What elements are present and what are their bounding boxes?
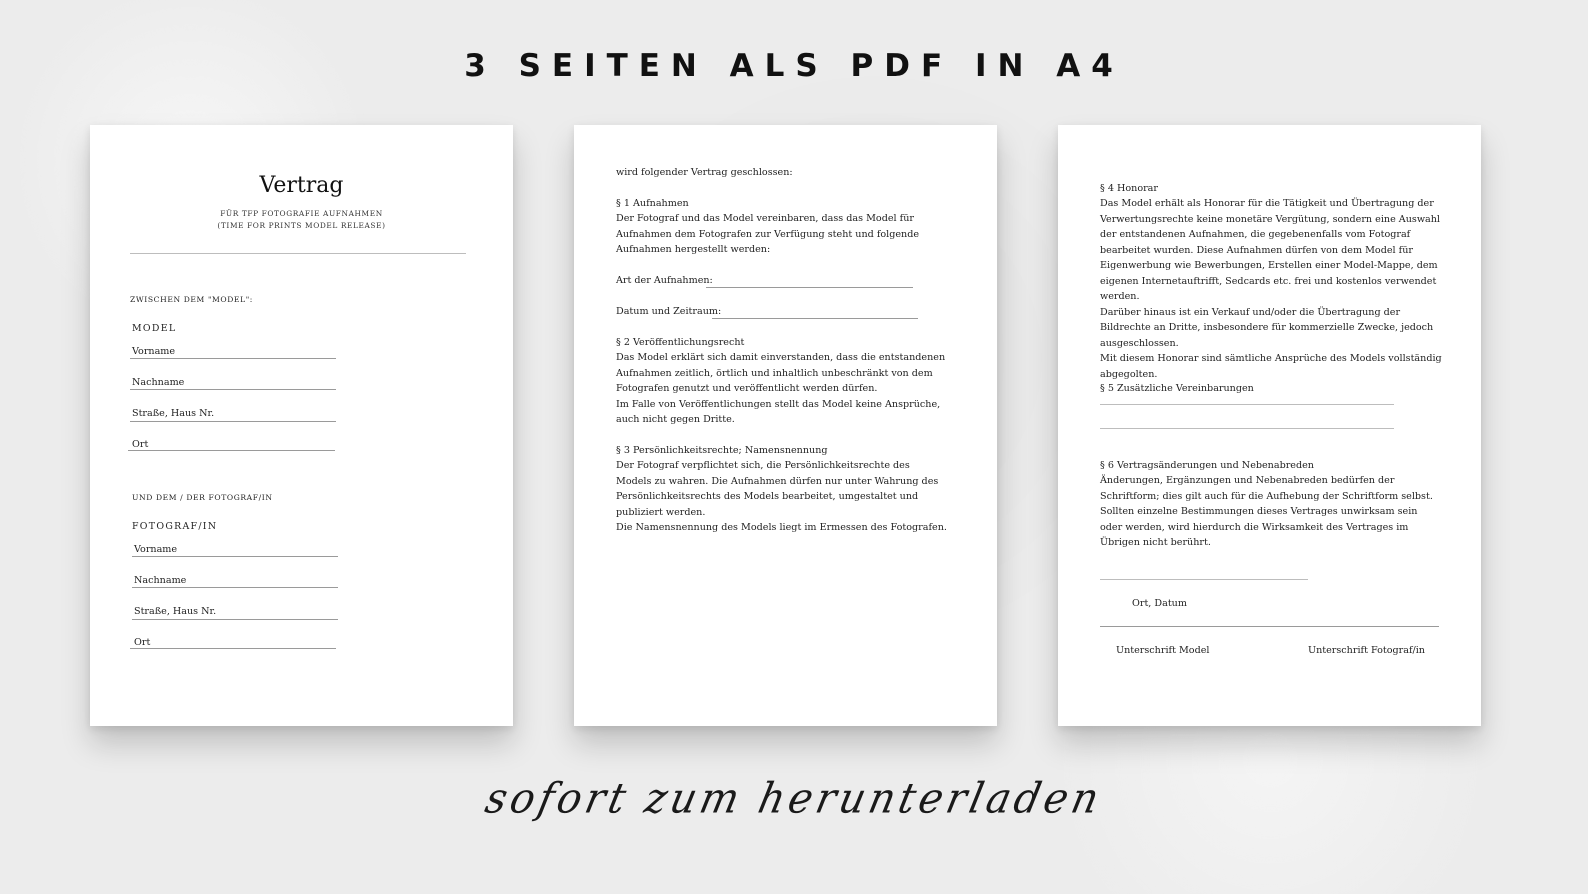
- section-6-text: Änderungen, Ergänzungen und Nebenabreden bedürfen der Schriftform; dies gilt auch für die Aufhebung der Schriftform selbst.: [1100, 475, 1433, 502]
- model-first-name-line: [130, 358, 336, 359]
- section-5-line-1: [1100, 404, 1394, 405]
- photographer-heading: FOTOGRAF/IN: [132, 521, 218, 532]
- section-6-title: § 6 Vertragsänderungen und Nebenabreden: [1100, 460, 1314, 471]
- section-2-body: [616, 350, 956, 428]
- section-5-title: § 5 Zusätzliche Vereinbarungen: [1100, 383, 1254, 394]
- section-4-text: Das Model erhält als Honorar für die Tätigkeit und Übertragung der Verwertungsrechte keine monetäre Vergütung, sondern eine Auswahl der entstandenen Aufnahmen, die gegebenenfalls vom Fotograf bearbeitet wurden. Diese Aufnahmen dürfen von dem Model für Eigenwerbung wie Bewerbungen, Erstellen einer Model-Mappe, dem eigenen Internetauftrifft, Sedcards etc. frei und kostenlos verwendet werden.: [1100, 198, 1441, 302]
- section-3-text: Der Fotograf verpflichtet sich, die Persönlichkeitsrechte des Models zu wahren. Die Aufnahmen dürfen nur unter Wahrung des Persönlichkeitsrechts des Models bearbeitet, umgestaltet und publiziert werden.: [616, 460, 939, 518]
- contract-subtitle-2: (TIME FOR PRINTS MODEL RELEASE): [217, 221, 386, 230]
- model-last-name-label: Nachname: [132, 377, 185, 388]
- section-1-body: [616, 211, 958, 258]
- signature-line: [1100, 626, 1439, 627]
- model-city-line: [128, 450, 335, 451]
- section-4-text-2: Darüber hinaus ist ein Verkauf und/oder die Übertragung der Bildrechte an Dritte, insbesondere für kommerzielle Zwecke, jedoch ausgeschlossen.: [1100, 306, 1434, 349]
- photographer-city-label: Ort: [134, 637, 151, 648]
- date-period-line: [712, 318, 918, 319]
- section-2-title: § 2 Veröffentlichungsrecht: [616, 337, 745, 348]
- and-label: UND DEM / DER FOTOGRAF/IN: [132, 493, 273, 502]
- section-3-title: § 3 Persönlichkeitsrechte; Namensnennung: [616, 445, 828, 456]
- photographer-first-name-label: Vorname: [134, 544, 178, 555]
- signature-model-label: Unterschrift Model: [1116, 645, 1210, 656]
- section-5-line-2: [1100, 428, 1394, 429]
- section-4-title: § 4 Honorar: [1100, 183, 1158, 194]
- contract-page-1: [90, 125, 513, 726]
- type-of-shoot-label: Art der Aufnahmen:: [616, 275, 713, 286]
- contract-page-3: [1058, 125, 1481, 726]
- headline: 3 SEITEN ALS PDF IN A4: [464, 48, 1124, 84]
- photographer-street-label: Straße, Haus Nr.: [134, 606, 217, 617]
- section-3-body: [616, 458, 948, 536]
- section-1-text: Der Fotograf und das Model vereinbaren, dass das Model für Aufnahmen dem Fotografen zur Verfügung steht und folgende Aufnahmen hergestellt werden:: [616, 213, 920, 255]
- section-1-title: § 1 Aufnahmen: [616, 198, 689, 209]
- model-street-line: [130, 421, 336, 422]
- place-date-line: [1100, 579, 1308, 580]
- contract-subtitle: FÜR TFP FOTOGRAFIE AUFNAHMEN: [220, 209, 383, 218]
- signature-photographer-label: Unterschrift Fotograf/in: [1308, 645, 1425, 656]
- photographer-last-name-label: Nachname: [134, 575, 187, 586]
- section-2-text-2: Im Falle von Veröffentlichungen stellt das Model keine Ansprüche, auch nicht gegen Dritte.: [616, 398, 941, 425]
- section-6-text-2: Sollten einzelne Bestimmungen dieses Vertrages unwirksam sein oder werden, wird hierdurch die Wirksamkeit des Vertrages im Übrigen nicht berührt.: [1100, 506, 1418, 548]
- place-date-label: Ort, Datum: [1132, 598, 1187, 609]
- model-street-label: Straße, Haus Nr.: [132, 408, 215, 419]
- contract-page-2: [574, 125, 997, 726]
- model-first-name-label: Vorname: [132, 346, 176, 357]
- photographer-last-name-line: [132, 587, 338, 588]
- model-last-name-line: [130, 389, 336, 390]
- photographer-street-line: [132, 619, 338, 620]
- section-2-text: Das Model erklärt sich damit einverstanden, dass die entstandenen Aufnahmen zeitlich, örtlich und inhaltlich unbeschränkt von dem Fotografen genutzt und veröffentlicht werden dürfen.: [616, 352, 946, 394]
- type-of-shoot-line: [706, 287, 913, 288]
- section-3-text-2: Die Namensnennung des Models liegt im Ermessen des Fotografen.: [616, 522, 947, 533]
- intro-text: wird folgender Vertrag geschlossen:: [616, 167, 793, 178]
- model-heading: MODEL: [132, 323, 177, 334]
- photographer-first-name-line: [132, 556, 338, 557]
- between-label: ZWISCHEN DEM "MODEL":: [130, 295, 253, 304]
- section-6-body: [1100, 473, 1442, 551]
- contract-title: Vertrag: [259, 173, 344, 198]
- model-city-label: Ort: [132, 439, 149, 450]
- section-4-body: [1100, 196, 1442, 382]
- date-period-label: Datum und Zeitraum:: [616, 306, 722, 317]
- photographer-city-line: [130, 648, 336, 649]
- title-divider: [130, 253, 466, 254]
- download-tagline: sofort zum herunterladen: [481, 774, 1107, 824]
- section-4-text-3: Mit diesem Honorar sind sämtliche Ansprüche des Models vollständig abgegolten.: [1100, 353, 1442, 380]
